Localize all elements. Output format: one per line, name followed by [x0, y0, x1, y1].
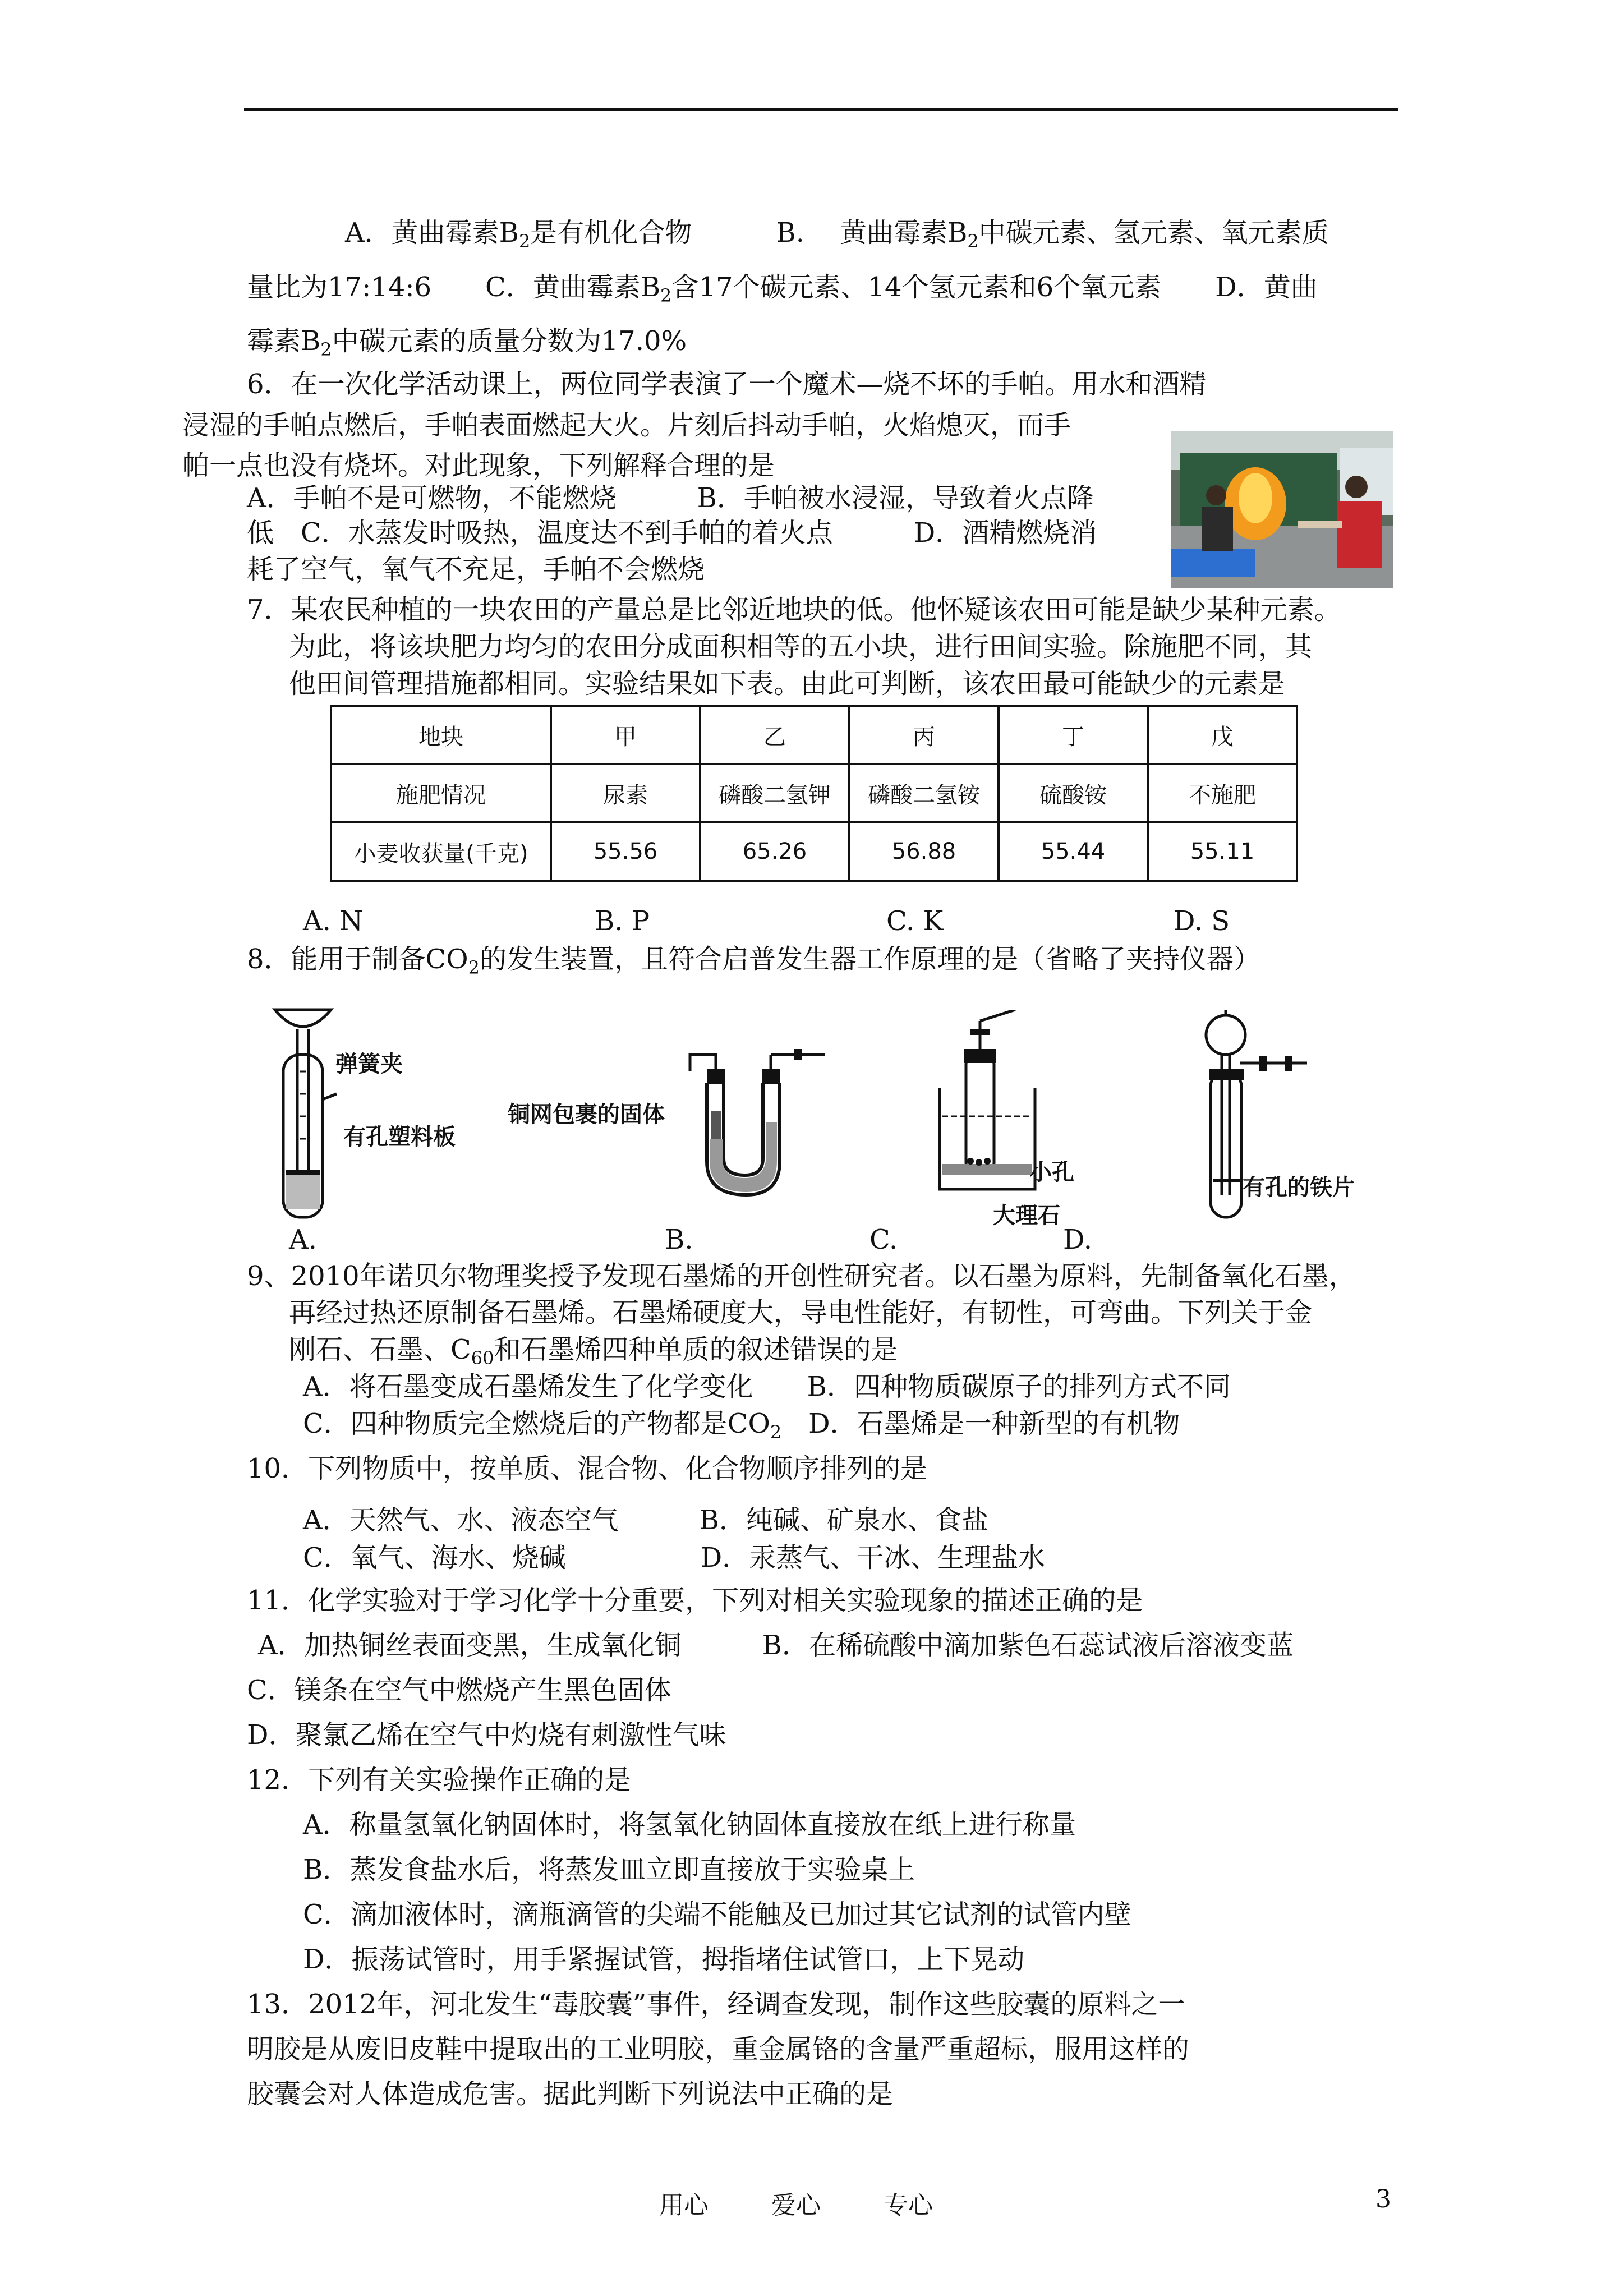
- q8-option-a: A.: [289, 1224, 317, 1255]
- q5-line-3: [247, 324, 687, 366]
- q7-option-c: C. K: [886, 905, 944, 937]
- footer-motto-1: 用心: [659, 2191, 709, 2220]
- q6-options-2: 低 C．水蒸发时吸热，温度达不到手帕的着火点 D．酒精燃烧消: [247, 517, 1097, 549]
- q5-option-b-tail: 中碳元素、氢元素、氧元素质: [978, 217, 1329, 249]
- q8-option-d: D.: [1063, 1224, 1093, 1255]
- q12-stem: 12．下列有关实验操作正确的是: [247, 1764, 632, 1796]
- label-porous-iron-plate: 有孔的铁片: [1243, 1175, 1355, 1200]
- q9-stem-1: 9、2010年诺贝尔物理奖授予发现石墨烯的开创性研究者。以石墨为原料，先制备氧化石墨，: [247, 1260, 1356, 1292]
- q5-line-1: [345, 216, 1329, 258]
- q5-option-c: 量比为17:14:6 C．黄曲霉素B: [247, 272, 661, 303]
- label-porous-plastic-plate: 有孔塑料板: [343, 1124, 456, 1150]
- q5-line-2: [247, 270, 1318, 312]
- table-header-cell: 丙: [849, 706, 999, 764]
- q7-stem-2: 为此，将该块肥力均匀的农田分成面积相等的五小块，进行田间实验。除施肥不同，其: [289, 631, 1313, 662]
- subscript: 2: [518, 231, 531, 252]
- q10-stem: 10．下列物质中，按单质、混合物、化合物顺序排列的是: [247, 1453, 928, 1484]
- q9-options-1: A．将石墨变成石墨烯发生了化学变化 B．四种物质碳原子的排列方式不同: [303, 1371, 1231, 1402]
- q8-option-c: C.: [869, 1224, 898, 1255]
- subscript: 2: [660, 285, 672, 306]
- q12-option-c: C．滴加液体时，滴瓶滴管的尖端不能触及已加过其它试剂的试管内壁: [303, 1899, 1131, 1930]
- q12-option-a: A．称量氢氧化钠固体时，将氢氧化钠固体直接放在纸上进行称量: [303, 1809, 1076, 1841]
- apparatus-c-diagram: [937, 1010, 1038, 1195]
- q11-option-c: C．镁条在空气中燃烧产生黑色固体: [247, 1674, 671, 1706]
- table-cell: 小麦收获量(千克): [331, 822, 551, 881]
- q6-stem-1: 6．在一次化学活动课上，两位同学表演了一个魔术—烧不坏的手帕。用水和酒精: [247, 369, 1207, 400]
- table-cell: 55.44: [999, 822, 1148, 881]
- q5-option-a-tail: 是有机化合物: [530, 217, 692, 249]
- q11-option-d: D．聚氯乙烯在空气中灼烧有刺激性气味: [247, 1719, 726, 1751]
- q7-option-b: B. P: [595, 905, 650, 937]
- q5-option-b: B. 黄曲霉素B: [776, 217, 968, 249]
- q5-option-d: 霉素B: [247, 325, 321, 357]
- table-cell: 磷酸二氢铵: [849, 764, 999, 822]
- table-header-cell: 乙: [700, 706, 849, 764]
- q7-option-a: A. N: [303, 905, 364, 937]
- q10-options-1: A．天然气、水、液态空气 B．纯碱、矿泉水、食盐: [303, 1504, 988, 1536]
- q12-option-b: B．蒸发食盐水后，将蒸发皿立即直接放于实验桌上: [303, 1854, 915, 1885]
- q6-stem-2: 浸湿的手帕点燃后，手帕表面燃起大火。片刻后抖动手帕，火焰熄灭，而手: [182, 409, 1071, 441]
- q13-stem-3: 胶囊会对人体造成危害。据此判断下列说法中正确的是: [247, 2078, 894, 2110]
- q7-stem-1: 7．某农民种植的一块农田的产量总是比邻近地块的低。他怀疑该农田可能是缺少某种元素。: [247, 594, 1341, 625]
- label-spring-clip: 弹簧夹: [335, 1051, 403, 1077]
- table-header-cell: 戊: [1148, 706, 1297, 764]
- classroom-photo: [1171, 431, 1393, 588]
- q9-stem-2: 再经过热还原制备石墨烯。石墨烯硬度大，导电性能好，有韧性，可弯曲。下列关于金: [289, 1297, 1313, 1328]
- table-row: [331, 706, 1297, 764]
- subscript: 2: [320, 339, 332, 360]
- table-row: [331, 822, 1297, 881]
- table-header-cell: 甲: [551, 706, 700, 764]
- subscript: 2: [770, 1421, 782, 1443]
- table-header-cell: 地块: [331, 706, 551, 764]
- footer-motto-3: 专心: [884, 2191, 933, 2220]
- q11-stem: 11．化学实验对于学习化学十分重要，下列对相关实验现象的描述正确的是: [247, 1585, 1143, 1616]
- subscript: 60: [471, 1347, 494, 1369]
- table-cell: 65.26: [700, 822, 849, 881]
- q11-options-ab: A．加热铜丝表面变黑，生成氧化铜 B．在稀硫酸中滴加紫色石蕊试液后溶液变蓝: [258, 1630, 1294, 1661]
- q13-stem-2: 明胶是从废旧皮鞋中提取出的工业明胶，重金属铬的含量严重超标，服用这样的: [247, 2033, 1190, 2065]
- table-cell: 磷酸二氢钾: [700, 764, 849, 822]
- apparatus-b-diagram: [679, 1049, 836, 1200]
- apparatus-a-diagram: [269, 1004, 337, 1228]
- subscript: 2: [468, 957, 480, 978]
- q6-stem-3: 帕一点也没有烧坏。对此现象，下列解释合理的是: [182, 450, 775, 481]
- table-cell: 尿素: [551, 764, 700, 822]
- q10-options-2: C．氧气、海水、烧碱 D．汞蒸气、干冰、生理盐水: [303, 1542, 1046, 1573]
- q5-option-d-tail: 中碳元素的质量分数为17.0%: [332, 325, 687, 357]
- q9-stem-3: [289, 1333, 898, 1375]
- q9-option-d: D．石墨烯是一种新型的有机物: [781, 1408, 1180, 1439]
- table-cell: 不施肥: [1148, 764, 1297, 822]
- q5-option-c-tail: 含17个碳元素、14个氢元素和6个氧元素 D．黄曲: [671, 272, 1318, 303]
- table-cell: 55.11: [1148, 822, 1297, 881]
- footer-motto-2: 爱心: [771, 2191, 821, 2220]
- table-header-cell: 丁: [999, 706, 1148, 764]
- q8-stem: [247, 942, 1260, 984]
- q6-options-3: 耗了空气，氧气不充足，手帕不会燃烧: [247, 554, 705, 585]
- q6-options-1: A．手帕不是可燃物，不能燃烧 B．手帕被水浸湿，导致着火点降: [247, 482, 1094, 514]
- q7-option-d: D. S: [1174, 905, 1230, 937]
- q5-option-a: A．黄曲霉素B: [345, 217, 519, 249]
- label-small-hole: 小孔: [1029, 1159, 1074, 1185]
- subscript: 2: [967, 231, 979, 252]
- page-number: 3: [1375, 2185, 1391, 2214]
- table-cell: 硫酸铵: [999, 764, 1148, 822]
- q8-stem-a: 8．能用于制备CO: [247, 944, 468, 975]
- q9-options-2: [303, 1407, 1180, 1449]
- table-cell: 55.56: [551, 822, 700, 881]
- q13-stem-1: 13．2012年，河北发生“毒胶囊”事件，经调查发现，制作这些胶囊的原料之一: [247, 1989, 1185, 2020]
- q8-stem-b: 的发生装置，且符合启普发生器工作原理的是（省略了夹持仪器）: [479, 944, 1260, 975]
- q9-option-c: C．四种物质完全燃烧后的产物都是CO: [303, 1408, 770, 1439]
- header-rule: [244, 108, 1398, 111]
- fertilizer-table: [330, 705, 1298, 882]
- q8-option-b: B.: [665, 1224, 693, 1255]
- q7-stem-3: 他田间管理措施都相同。实验结果如下表。由此可判断，该农田最可能缺少的元素是: [289, 668, 1286, 700]
- table-cell: 56.88: [849, 822, 999, 881]
- q9-stem-3a: 刚石、石墨、C: [289, 1334, 471, 1365]
- table-row: [331, 764, 1297, 822]
- table-cell: 施肥情况: [331, 764, 551, 822]
- label-marble: 大理石: [993, 1203, 1060, 1228]
- q12-option-d: D．振荡试管时，用手紧握试管，拇指堵住试管口，上下晃动: [303, 1944, 1025, 1975]
- q9-stem-3b: 和石墨烯四种单质的叙述错误的是: [494, 1334, 898, 1365]
- label-copper-mesh-solid: 铜网包裹的固体: [508, 1102, 665, 1128]
